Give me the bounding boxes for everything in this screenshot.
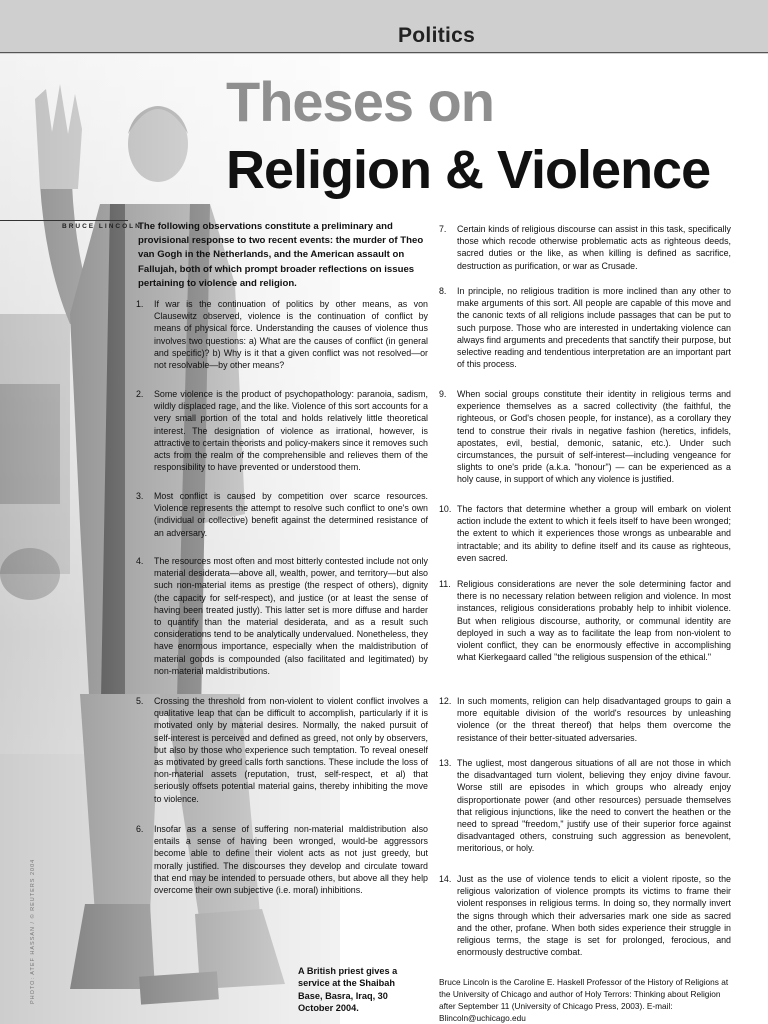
intro-paragraph: The following observations constitute a preliminary and provisional response to two recent events: the murder of Theo van Gogh in the Netherlands, and the American assault on Fallujah, both of which prompt broader reflections on issues pertaining to violence and religion. xyxy=(138,221,424,289)
thesis-number: 14. xyxy=(439,874,452,884)
thesis-number: 10. xyxy=(439,504,452,514)
thesis-number: 8. xyxy=(439,286,447,296)
byline-rule xyxy=(0,220,128,221)
header-band xyxy=(0,0,768,54)
thesis-text: Certain kinds of religious discourse can assist in this task, specifically those which recode otherwise problematic acts as righteous deeds, sacred duties or the like, as when killing is defined as sacrifice, destruction as purification, or war as Crusade. xyxy=(457,224,731,271)
thesis-text: The factors that determine whether a group will embark on violent action include the extent to which it feels itself to have been wronged; the extent to which it experiences those wrongs as unbearable and intractable; and its ability to define itself and its cause as righteous, even sacred. xyxy=(457,504,731,563)
thesis-number: 12. xyxy=(439,696,452,706)
author-bio: Bruce Lincoln is the Caroline E. Haskell Professor of the History of Religions at the University of Chicago and author of Holy Terrors: Thinking about Religion after September 11 (University of Chicago Press, 2003). E-mail: Blincoln@uchicago.edu xyxy=(439,977,729,1023)
thesis-number: 5. xyxy=(136,696,144,706)
photo-caption: A British priest gives a service at the Shaibah Base, Basra, Iraq, 30 October 2004. xyxy=(298,966,398,1014)
thesis-text: Just as the use of violence tends to elicit a violent riposte, so the religious valorization of violence prompts its victims to frame their violent responses in religious terms. In doing so, they normally invert the signs through which their adversaries mark one side as sacred and the other, profane. When both sides experience their struggle in religious terms, the stage is set for prolonged, ferocious, and enormously destructive combat. xyxy=(457,874,731,958)
title-line-1: Theses on xyxy=(226,70,494,133)
thesis-text: Some violence is the product of psychopathology: paranoia, sadism, wildly displaced rage, and the like. Violence of this sort accounts for a very small portion of the total and holds relatively little theoretical interest. The designation of violence as irrational, however, is attractive to certain theorists and policy-makers since it removes such acts from the realm of the comprehensible and relieves them of the responsibility to have prevented or understood them. xyxy=(154,389,428,473)
thesis-number: 7. xyxy=(439,224,447,234)
thesis-number: 11. xyxy=(439,579,451,589)
photo-credit: PHOTO: ATEF HASSAN / © REUTERS 2004 xyxy=(30,858,36,1004)
thesis-text: If war is the continuation of politics by other means, as von Clausewitz observed, violence is the continuation of conflict by means of physical force. Understanding the causes of violence thus involves two questions: a) What are the causes of conflict (in general and specific)? b) Why is it that a given conflict was not resolved—or not resolvable—by other means? xyxy=(154,299,428,371)
thesis-text: Religious considerations are never the sole determining factor and there is no necessary relation between religion and violence. In most instances, religious considerations probably help to inhibit violence. But when religious discourse, authority, or communal identity are deployed in such a way as to facilitate the leap from non-violent to violent conflict, they can be enormously effective in accomplishing what Kierkegaard called "the religious suspension of the ethical." xyxy=(457,579,731,663)
thesis-text: In such moments, religion can help disadvantaged groups to gain a more equitable division of the world's resources by unleashing violence (or the threat thereof) that helps them overcome the resistance of their better-situated adversaries. xyxy=(457,696,731,743)
thesis-text: Most conflict is caused by competition over scarce resources. Violence represents the attempt to resolve such conflict to one's own (individual or collective) benefit against the determined resistance of an adversary. xyxy=(154,491,428,538)
thesis-number: 13. xyxy=(439,758,452,768)
section-label: Politics xyxy=(398,24,476,47)
thesis-text: The ugliest, most dangerous situations of all are not those in which the disadvantaged turn violent, believing they enjoy divine favour. Worse still are episodes in which groups who already enjoy disproportionate power (and other resources) persuade themselves that religious injunctions, like the need to convert the heathen or the need to spread "freedom," justify use of their superior force against disadvantaged others, construing such aggression as benevolent, meritorious, or holy. xyxy=(457,758,731,854)
title-line-2: Religion & Violence xyxy=(226,140,711,200)
thesis-text: Crossing the threshold from non-violent to violent conflict involves a qualitative leap that can be difficult to accomplish, particularly if it is motivated only by material desires. Normally, the naked pursuit of self-interest is perceived and defined as greed, not only by observers, but also by those who experience such temptation. To reveal oneself as motivated by greed calls forth sanctions. These include the loss of non-material assets (reputation, trust, self-respect, et al) that seriously offsets potential material gains, thereby inhibiting the move to violence. xyxy=(154,696,428,804)
thesis-number: 6. xyxy=(136,824,144,834)
thesis-number: 1. xyxy=(136,299,144,309)
thesis-number: 2. xyxy=(136,389,144,399)
thesis-number: 4. xyxy=(136,556,144,566)
thesis-number: 3. xyxy=(136,491,144,501)
thesis-number: 9. xyxy=(439,389,447,399)
thesis-text: When social groups constitute their identity in religious terms and experience themselves as a sacred collectivity (the faithful, the righteous, or God's chosen people, for instance), as a corollary they tend to construe their rivals in negative fashion (heretics, infidels, apostates, evil, bestial, demonic, satanic, etc.). Under such circumstances, the pursuit of self-interest—including vengeance for slights to one's pride (a.k.a. "honour") — can be experienced as a holy cause, in support of which any violence is justified. xyxy=(457,389,731,485)
author-byline: BRUCE LINCOLN xyxy=(62,223,142,230)
thesis-text: Insofar as a sense of suffering non-material maldistribution also entails a sense of having been wronged, would-be aggressors become able to define their violent acts as not just greedy, but morally justified. The discourses they develop and circulate toward that end may be intended to persuade others, but above all they help overcome their own subjective (i.e. moral) inhibitions. xyxy=(154,824,428,896)
header-rule xyxy=(0,52,768,53)
thesis-text: The resources most often and most bitterly contested include not only material desiderata—above all, wealth, power, and territory—but also such non-material items as prestige (the respect of others), dignity (the capacity for self-respect), and justice (or at least the sense of having been treated justly). This latter set is more diffuse and harder to quantify than the material desiderata, and as a result such considerations tend to be analytically undervalued. Nonetheless, they have enormous importance, especially when the maldistribution of material goods is compounded (also facilitated and legitimated) by non-material maldistributions. xyxy=(154,556,428,676)
thesis-text: In principle, no religious tradition is more inclined than any other to make arguments of this sort. All people are capable of this move and the canonic texts of all religions include passages that can be put to such purpose. Those who are interested in undertaking violence can always find arguments and precedents that sanctify their purpose, but selective reading and tendentious interpretation are an important part of this process. xyxy=(457,286,731,370)
